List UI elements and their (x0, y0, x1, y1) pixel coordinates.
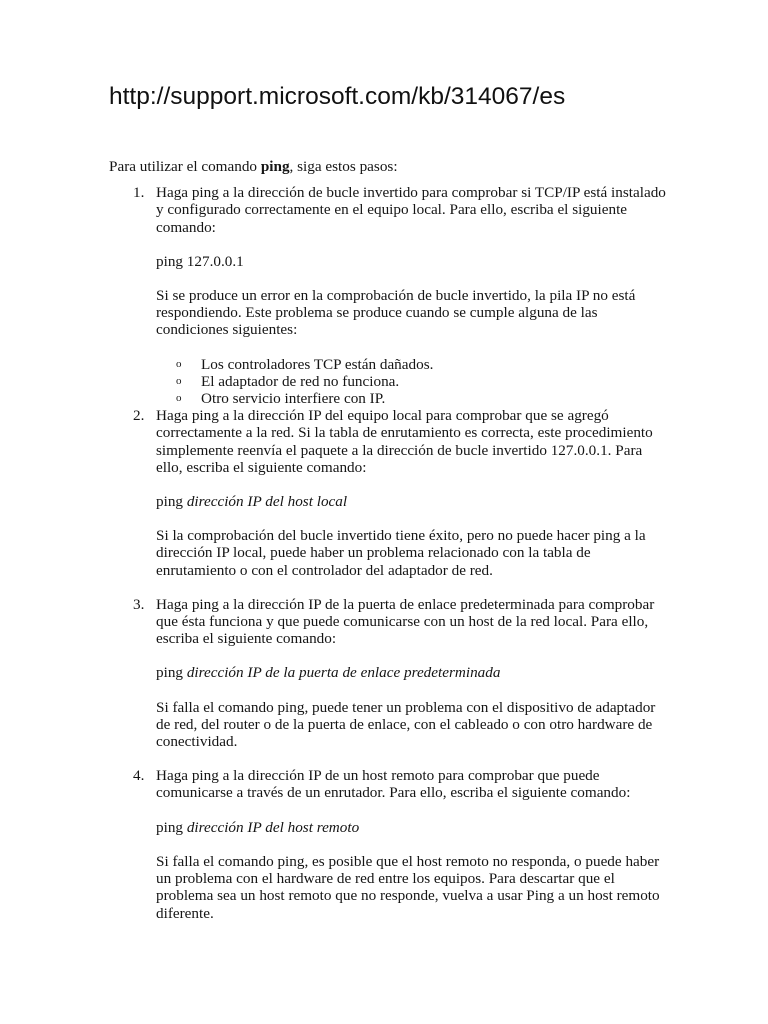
condition-text: Otro servicio interfiere con IP. (201, 390, 386, 408)
intro-text-start: Para utilizar el comando (109, 158, 261, 175)
step-number: 4. (133, 767, 145, 785)
command-argument: dirección IP del host remoto (186, 818, 360, 836)
step-command (156, 664, 669, 681)
step-instruction: Haga ping a la dirección IP del equipo local para comprobar que se agregó correctamente a la red. Si la tabla de enrutamiento es correcta, este procedimiento simplemente reenvía el paquete a la dirección de bucle invertido 127.0.0.1. Para ello, escriba el siguiente comando: (156, 407, 653, 476)
condition-item (156, 356, 669, 373)
step-number: 1. (133, 184, 145, 202)
kb-url-heading: http://support.microsoft.com/kb/314067/es (109, 83, 566, 110)
step-command: ping 127.0.0.1 (156, 252, 244, 270)
step-command (156, 819, 669, 836)
step-explanation: Si la comprobación del bucle invertido tiene éxito, pero no puede hacer ping a la dirección IP local, puede haber un problema relacionado con la tabla de enrutamiento o con el controlador del adaptador de red. (156, 527, 646, 579)
bullet-marker: o (176, 392, 182, 405)
document-body (109, 158, 669, 922)
command-argument: dirección IP de la puerta de enlace predeterminada (186, 664, 501, 682)
step-4 (109, 767, 669, 921)
steps-list (109, 184, 669, 922)
step-instruction: Haga ping a la dirección de bucle invertido para comprobar si TCP/IP está instalado y configurado correctamente en el equipo local. Para ello, escriba el siguiente comando: (156, 184, 666, 236)
step-2 (109, 407, 669, 596)
command-prefix: ping (156, 493, 187, 511)
step-command (156, 493, 669, 510)
conditions-list (156, 356, 669, 408)
step-explanation: Si falla el comando ping, puede tener un problema con el dispositivo de adaptador de red, del router o de la puerta de enlace, con el cableado o con otro hardware de conectividad. (156, 698, 656, 751)
command-argument: dirección IP del host local (186, 493, 348, 511)
condition-item (156, 390, 669, 407)
step-instruction: Haga ping a la dirección IP de la puerta de enlace predeterminada para comprobar que ésta funciona y que puede comunicarse con un host de la red local. Para ello, escriba el siguiente comando: (156, 595, 655, 648)
step-number: 2. (133, 407, 145, 425)
step-explanation: Si falla el comando ping, es posible que el host remoto no responda, o puede haber un problema con el hardware de red entre los equipos. Para descartar que el problema sea un host remoto que no responde, vuelva a usar Ping a un host remoto diferente. (156, 852, 660, 922)
intro-command-name: ping (260, 158, 290, 175)
bullet-marker: o (176, 374, 182, 387)
step-explanation: Si se produce un error en la comprobación de bucle invertido, la pila IP no está respondiendo. Este problema se produce cuando se cumple alguna de las condiciones siguientes: (156, 287, 636, 339)
step-number: 3. (133, 595, 145, 613)
step-instruction: Haga ping a la dirección IP de un host remoto para comprobar que puede comunicarse a través de un enrutador. Para ello, escriba el siguiente comando: (156, 767, 631, 802)
command-prefix: ping (156, 818, 187, 836)
step-3 (109, 596, 669, 767)
condition-text: Los controladores TCP están dañados. (201, 355, 434, 373)
intro-paragraph (109, 158, 669, 175)
condition-item (156, 373, 669, 390)
bullet-marker: o (176, 357, 182, 370)
condition-text: El adaptador de red no funciona. (201, 372, 400, 390)
step-1 (109, 184, 669, 407)
intro-text-end: , siga estos pasos: (289, 158, 398, 175)
command-prefix: ping (156, 664, 187, 682)
